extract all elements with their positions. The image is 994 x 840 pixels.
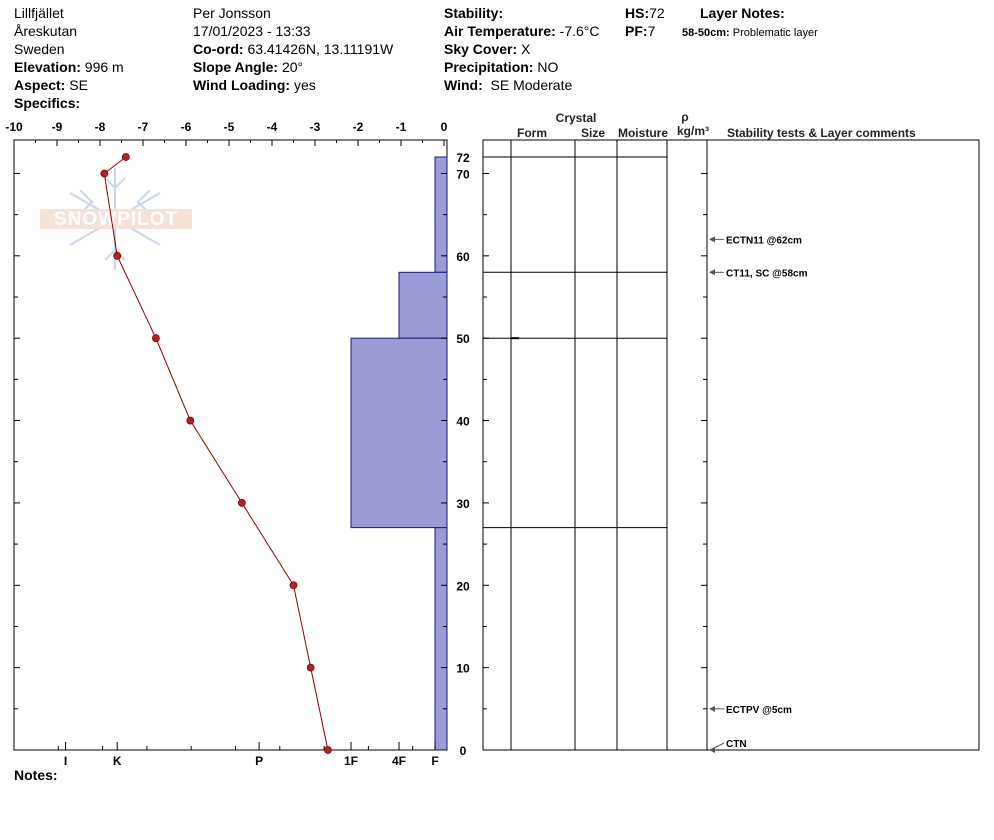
aspect-label: Aspect: [14, 77, 66, 93]
hardness-bar [399, 272, 447, 338]
hardness-label: F [431, 754, 439, 768]
temperature-point [152, 335, 159, 342]
arrow-icon [709, 747, 715, 753]
wind-value: SE Moderate [490, 77, 573, 93]
airtemp-value: -7.6°C [559, 23, 600, 39]
elevation-value: 996 m [84, 59, 124, 75]
airtemp-label: Air Temperature: [444, 23, 556, 39]
crystal-header: Crystal [555, 111, 597, 125]
hardness-bar [351, 338, 447, 527]
aspect-value: SE [69, 77, 88, 93]
hardness-label: 4F [391, 754, 407, 768]
layer-notes-label: Layer Notes: [700, 5, 785, 21]
temp-tick-label: -2 [352, 120, 364, 134]
temp-tick-label: -8 [94, 120, 106, 134]
depth-tick-label: 70 [456, 167, 470, 182]
depth-tick-label: 10 [456, 661, 470, 676]
elevation-label: Elevation: [14, 59, 81, 75]
temperature-point [114, 252, 121, 259]
precip-label: Precipitation: [444, 59, 534, 75]
grid-depth-ticks [483, 173, 707, 750]
temp-tick-label: -5 [223, 120, 235, 134]
arrow-icon [709, 269, 715, 275]
moisture-header: Moisture [617, 126, 669, 140]
country: Sweden [14, 41, 65, 57]
temperature-point [122, 154, 129, 161]
windload-value: yes [293, 77, 316, 93]
datetime: 17/01/2023 - 13:33 [193, 23, 311, 39]
depth-tick-label: 50 [456, 332, 470, 347]
temp-tick-label: -3 [309, 120, 321, 134]
layer-grid-frame [483, 140, 979, 750]
stability-header: Stability tests & Layer comments [727, 126, 916, 140]
hardness-bar [435, 528, 447, 750]
stability-tests [709, 235, 808, 753]
layer-note-range: 58-50cm: [682, 27, 730, 39]
hs-label: HS: [625, 5, 650, 21]
depth-tick-label: 20 [456, 579, 470, 594]
temperature-point [324, 747, 331, 754]
temperature-point [187, 417, 194, 424]
stability-label: Stability: [444, 5, 504, 21]
hardness-label: K [112, 754, 122, 768]
sky-value: X [521, 41, 531, 57]
arrow-icon [709, 236, 715, 242]
slope-value: 20° [281, 59, 304, 75]
hardness-label: I [63, 754, 68, 768]
depth-tick-label: 72 [456, 151, 470, 165]
temperature-point [290, 582, 297, 589]
stability-test-label: ECTN11 @62cm [726, 235, 802, 247]
depth-tick-label: 0 [459, 744, 467, 758]
specifics-label: Specifics: [14, 95, 81, 111]
windload-label: Wind Loading: [193, 77, 291, 93]
depth-tick-label: 40 [456, 414, 470, 429]
area: Åreskutan [14, 23, 78, 39]
depth-tick-label: 30 [456, 496, 470, 511]
temperature-point [238, 499, 245, 506]
temperature-point [307, 664, 314, 671]
slope-label: Slope Angle: [193, 59, 279, 75]
stability-test-label: CT11, SC @58cm [726, 268, 808, 280]
temperature-axis [5, 120, 447, 146]
observer: Per Jonsson [193, 5, 271, 21]
pf-label: PF: [625, 23, 648, 39]
notes-label: Notes: [14, 767, 58, 783]
hs-value: 72 [649, 5, 665, 21]
temperature-profile [101, 154, 332, 754]
coord-label: Co-ord: [193, 41, 244, 57]
temperature-line [104, 157, 328, 750]
size-header: Size [580, 126, 606, 140]
temp-tick-label: -9 [51, 120, 63, 134]
temp-tick-label: -4 [266, 120, 278, 134]
stability-test-label: CTN [726, 739, 747, 750]
sky-label: Sky Cover: [444, 41, 518, 57]
pf-value: 7 [647, 23, 656, 39]
density-unit-header: kg/m³ [676, 124, 710, 138]
temp-tick-label: -6 [180, 120, 192, 134]
rho-header: ρ [681, 110, 689, 124]
hardness-layers [351, 157, 447, 750]
temp-tick-label: -1 [395, 120, 407, 134]
precip-value: NO [537, 59, 559, 75]
temperature-point [101, 170, 108, 177]
hardness-axis [14, 742, 439, 768]
hardness-label: 1F [343, 754, 359, 768]
temp-tick-label: 0 [440, 120, 448, 134]
hardness-label: P [255, 754, 264, 768]
form-header: Form [517, 126, 547, 140]
wind-label: Wind: [444, 77, 483, 93]
coord-value: 63.41426N, 13.11191W [247, 41, 394, 57]
temp-tick-label: -7 [137, 120, 149, 134]
stability-test-label: ECTPV @5cm [726, 704, 792, 716]
depth-tick-label: 60 [456, 249, 470, 264]
layer-note-text: Problematic layer [732, 27, 818, 39]
watermark-text: SNOWPILOT [53, 209, 179, 230]
temp-tick-label: -10 [5, 120, 23, 134]
arrow-icon [709, 706, 715, 712]
location: Lillfjället [14, 5, 64, 21]
